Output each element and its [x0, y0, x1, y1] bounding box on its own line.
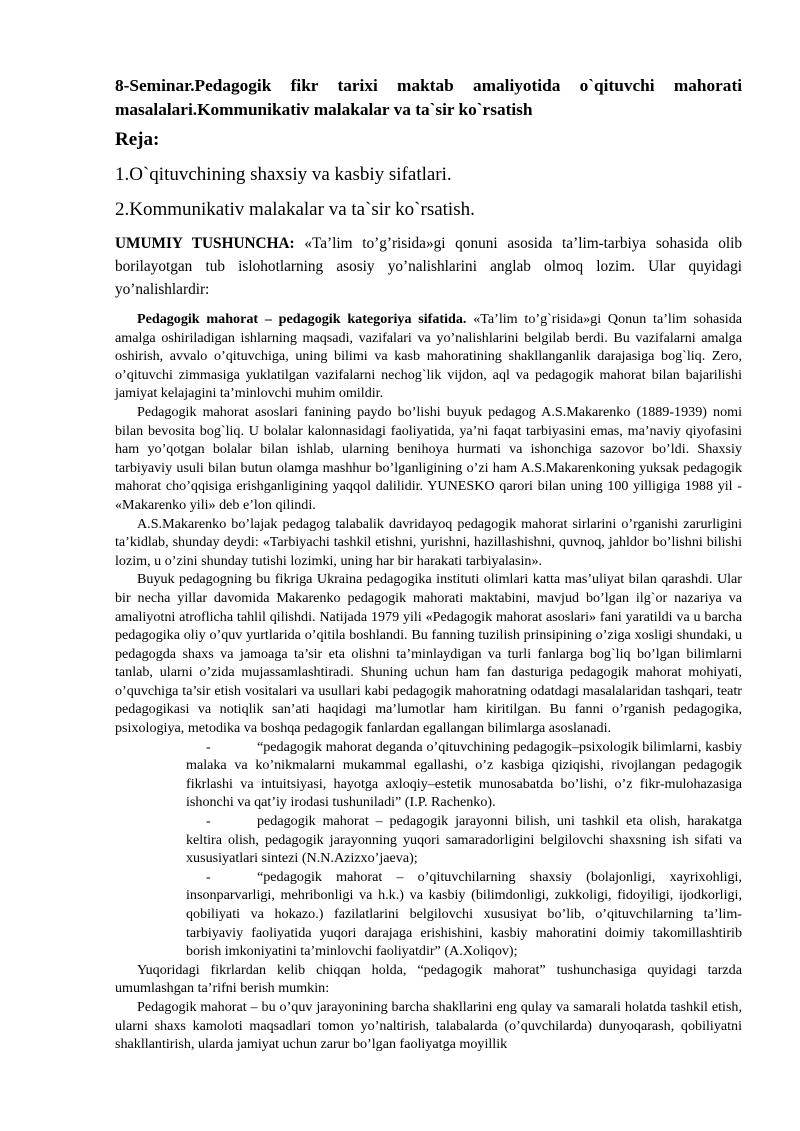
paragraph-1-text: «Ta’lim to’g`risida»gi Qonun ta’lim sohasida amalga oshiriladigan ishlarning maqsadi, vazifalari va yo’nalishlarini belgilab berdi. Bu vazifalarni amalga oshirish, avvalo o’qituvchiga, uning bilimi va kasb mahoratining shakllanganlik darajasiga bog`liq. Zero, o’qituvchi zimmasiga yuklatilgan vazifalarni nechog`lik vijdon, aql va pedagogik mahorat bilan bajarilishi jamiyat kelajagini ta’minlovchi muhim omildir. — [115, 311, 743, 402]
paragraph-1-heading: Pedagogik mahorat – pedagogik kategoriya sifatida. — [137, 311, 467, 327]
quote-item-3 — [186, 868, 742, 961]
paragraph-2: Pedagogik mahorat asoslari fanining paydo bo’lishi buyuk pedagog A.S.Makarenko (1889-1939) nomi bilan bevosita bog`liq. U bolalar kalonnasidagi faoliyatida, ya’ni faqat tarbiyasini emas, ma’naviy qiyofasini ham yo’qotgan bolalar bilan ishlab, ularning benihoya hurmati va ishonchiga sazovor bo’ldi. Shaxsiy tarbiyaviy usuli bilan butun olamga mashhur bo’lganligining o’zi ham A.S.Makarenkoning yuksak pedagogik mahorat cho’qqisiga erishganligining yaqqol dalilidir. YUNESKO qarori bilan uning 100 yilligiga 1988 yil - «Makarenko yili» deb e’lon qilindi. — [115, 403, 742, 513]
quote-item-1 — [186, 738, 742, 812]
quote-text: “pedagogik mahorat deganda o’qituvchining pedagogik–psixologik bilimlarni, kasbiy malaka va ko’nikmalarni mukammal egallashi, o’z kasbiga qiziqishi, rivojlangan pedagogik fikrlashi va intuitsiyasi, hayotga axloqiy–estetik munosabatda bo’lishi, o’z fikr-mulohazasiga ishonchi va qat’iy irodasi tushuniladi” (I.P. Rachenko). — [186, 738, 742, 811]
intro-text: «Ta’lim to’g’risida»gi qonuni asosida ta’lim-tarbiya sohasida olib borilayotgan tub islohotlarning asosiy yo’nalishlarini anglab olmoq lozim. Ular quyidagi yo’nalishlardir: — [115, 235, 742, 298]
paragraph-5: Yuqoridagi fikrlardan kelib chiqqan holda, “pedagogik mahorat” tushunchasiga quyidagi tarzda umumlashgan ta’rifni berish mumkin: — [115, 961, 742, 997]
paragraph-1 — [115, 310, 742, 403]
quote-dash: - — [206, 738, 211, 755]
paragraph-6: Pedagogik mahorat – bu o’quv jarayonining barcha shakllarini eng qulay va samarali holatda tashkil etish, ularni shaxs kamoloti maqsadlari tomon yo’naltirish, talabalarda (o’quvchilarda) dunyoqarash, qobiliyatni shakllantirish, ularda jamiyat uchun zarur bo’lgan faoliyatga moyillik — [115, 998, 742, 1053]
quote-text: pedagogik mahorat – pedagogik jarayonni bilish, uni tashkil eta olish, harakatga keltira olish, pedagogik jarayonning yuqori samaradorligini belgilovchi shaxsning ish sifati va xususiyatlari sintezi (N.N.Azizxo’jaeva); — [186, 813, 742, 867]
quote-text: “pedagogik mahorat – o’qituvchilarning shaxsiy (bolajonligi, xayrixohligi, insonparvarligi, mehribonligi va h.k.) va kasbiy (bilimdonligi, zukkoligi, fidoyiligi, ijodkorligi, qobiliyati va hokazo.) fazilatlarini belgilovchi xususiyat bo’lib, o’qituvchilarning ta’lim-tarbiyaviy faoliyatida yuqori darajaga erishishini, kasbiy mahoratini doimiy takomillashtirib borish imkoniyatini ta’minlovchi faoliyatdir” (A.Xoliqov); — [186, 868, 742, 960]
quote-item-2 — [186, 812, 742, 868]
body-text — [115, 310, 742, 1054]
document-page — [115, 74, 742, 1054]
document-title: 8-Seminar.Pedagogik fikr tarixi maktab amaliyotida o`qituvchi mahorati masalalari.Kommunikativ malakalar va ta`sir ko`rsatish — [115, 76, 742, 119]
quote-dash: - — [206, 868, 211, 885]
plan-item-1: 1.O`qituvchining shaxsiy va kasbiy sifatlari. — [115, 164, 452, 185]
intro-label: UMUMIY TUSHUNCHA: — [115, 235, 295, 252]
paragraph-3: A.S.Makarenko bo’lajak pedagog talabalik davridayoq pedagogik mahorat sirlarini o’rganishi zarurligini ta’kidlab, shunday deydi: «Tarbiyachi tashkil etishni, yurishni, hazillashishni, quvnoq, jahldor bo’lishni bilishi lozim, u o’zini shunday tutishi lozimki, uning har bir harakati tarbiyalasin». — [115, 515, 742, 569]
plan-heading: Reja: — [115, 129, 160, 150]
intro-paragraph — [115, 232, 742, 301]
quote-dash: - — [206, 813, 211, 830]
paragraph-4: Buyuk pedagogning bu fikriga Ukraina pedagogika instituti olimlari katta mas’uliyat bilan qarashdi. Ular bir necha yillar davomida Makarenko pedagogik mahorati maktabini, mavjud bo’lgan ilg`or nazariya va amaliyotni atroflicha tahlil qilishdi. Natijada 1979 yili «Pedagogik mahorat asoslari» fani yaratildi va u barcha pedagogika oliy o’quv yurtlarida o’qitila boshlandi. Bu fanning tuzilish prinsipining o’ziga xosligi shundaki, u pedagogda shaxs va jamoaga ta’sir eta olishni ta’minlaydigan va turli fanlarga bog`liq bo’lgan bilimlarni tanlab, ularni o’zida mujassamlashtiradi. Shuning uchun ham fan dasturiga pedagogik mahorat mohiyati, o’quvchiga ta’sir etish vositalari va usullari kabi pedagogik mahoratning odatdagi masalalaridan tashqari, teatr pedagogikasi va notiqlik san’ati haqidagi ma’lumotlar ham kiritilgan. Bu fanni o’rganish pedagogika, psixologiya, metodika va boshqa pedagogik fanlardan egallangan bilimlarga asoslanadi. — [115, 571, 742, 737]
plan-item-2: 2.Kommunikativ malakalar va ta`sir ko`rsatish. — [115, 199, 475, 220]
